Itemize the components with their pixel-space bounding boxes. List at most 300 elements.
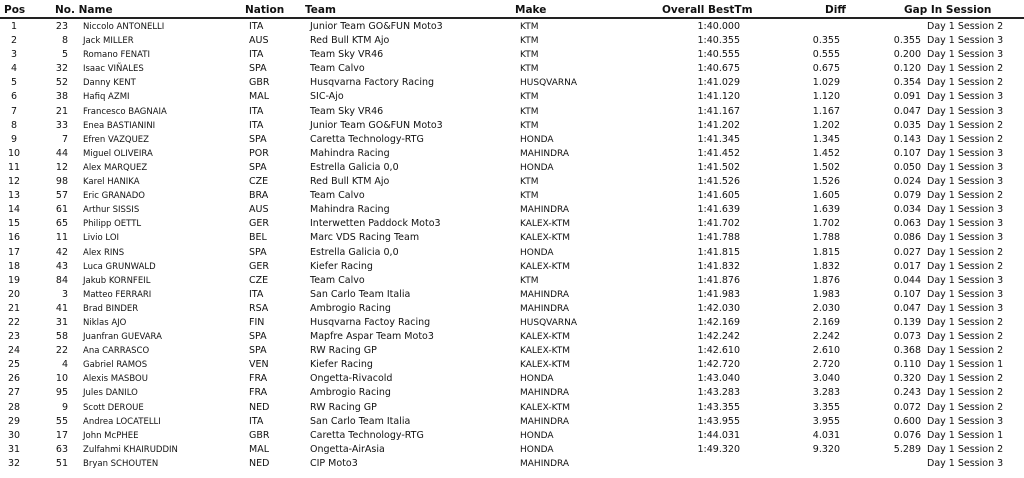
cell-diff: 1.702: [812, 218, 840, 230]
cell-rider-name: Arthur SISSIS: [83, 205, 140, 216]
cell-gap: 0.063: [893, 218, 921, 230]
cell-rider-name: Niccolo ANTONELLI: [83, 22, 165, 32]
cell-best-time: 1:41.983: [697, 288, 740, 300]
table-row: [0, 302, 1024, 316]
cell-nation: ITA: [249, 49, 264, 61]
cell-number: 52: [55, 77, 68, 89]
cell-gap: 0.600: [893, 415, 921, 427]
cell-team: Team Sky VR46: [310, 105, 384, 117]
cell-pos: 21: [7, 302, 21, 314]
header-best: Overall BestTm: [662, 4, 753, 16]
table-row: [0, 48, 1024, 62]
cell-nation: AUS: [249, 35, 269, 47]
cell-team: Husqvarna Factoy Racing: [310, 316, 431, 328]
cell-make: HONDA: [520, 374, 554, 385]
cell-pos: 25: [7, 359, 21, 371]
cell-best-time: 1:41.702: [697, 218, 740, 230]
cell-diff: 1.832: [812, 260, 840, 272]
cell-pos: 12: [7, 176, 21, 188]
cell-nation: ITA: [249, 288, 264, 300]
table-row: [0, 372, 1024, 386]
cell-rider-name: Jack MILLER: [83, 36, 134, 47]
cell-gap: 0.044: [893, 274, 921, 286]
cell-gap: 0.024: [893, 176, 921, 188]
cell-diff: 1.815: [812, 246, 840, 258]
cell-gap: 5.289: [893, 443, 921, 455]
cell-team: Mahindra Racing: [310, 147, 390, 159]
cell-nation: BEL: [249, 232, 267, 244]
cell-team: Kiefer Racing: [310, 260, 373, 272]
cell-team: SIC-Ajo: [310, 91, 344, 103]
cell-nation: SPA: [249, 161, 267, 173]
cell-rider-name: Alex RINS: [83, 247, 125, 258]
cell-diff: 0.555: [812, 49, 840, 61]
cell-session: Day 1 Session 2: [927, 21, 1004, 32]
cell-team: Mapfre Aspar Team Moto3: [310, 331, 434, 343]
cell-rider-name: Enea BASTIANINI: [83, 120, 156, 131]
cell-make: HONDA: [520, 444, 554, 455]
cell-best-time: 1:40.675: [697, 63, 740, 75]
cell-gap: 0.047: [893, 302, 921, 314]
cell-team: Team Calvo: [310, 274, 365, 286]
cell-session: Day 1 Session 2: [927, 190, 1004, 202]
cell-session: Day 1 Session 3: [927, 218, 1004, 230]
table-row: [0, 231, 1024, 245]
cell-best-time: 1:43.283: [697, 387, 740, 399]
cell-make: MAHINDRA: [520, 205, 570, 216]
cell-pos: 32: [7, 457, 21, 469]
cell-diff: 1.202: [812, 119, 840, 131]
table-row: [0, 386, 1024, 400]
cell-gap: 0.200: [893, 49, 921, 61]
cell-pos: 3: [10, 49, 18, 61]
cell-nation: GER: [249, 218, 269, 230]
cell-number: 63: [55, 443, 68, 455]
cell-session: Day 1 Session 1: [927, 429, 1004, 441]
cell-rider-name: Eric GRANADO: [83, 191, 145, 202]
cell-best-time: 1:41.815: [697, 246, 740, 258]
cell-diff: 1.526: [812, 176, 840, 188]
cell-best-time: 1:40.555: [697, 49, 740, 61]
cell-make: HONDA: [520, 430, 554, 441]
cell-number: 38: [55, 91, 68, 103]
cell-session: Day 1 Session 3: [927, 274, 1004, 286]
cell-make: KALEX-KTM: [520, 402, 571, 413]
cell-pos: 22: [7, 316, 21, 328]
cell-best-time: 1:41.832: [697, 260, 740, 272]
cell-diff: 1.345: [812, 133, 840, 145]
cell-team: San Carlo Team Italia: [310, 288, 411, 300]
header-make: Make: [515, 4, 547, 16]
cell-best-time: 1:42.720: [697, 359, 740, 371]
cell-pos: 16: [7, 232, 21, 244]
cell-session: Day 1 Session 2: [927, 373, 1004, 385]
cell-diff: 1.876: [812, 274, 840, 286]
table-row: [0, 443, 1024, 457]
table-row: [0, 175, 1024, 189]
header-team: Team: [305, 4, 336, 16]
cell-nation: ITA: [249, 21, 264, 32]
cell-make: KALEX-KTM: [520, 346, 571, 357]
cell-session: Day 1 Session 3: [927, 49, 1004, 61]
cell-nation: FRA: [249, 373, 268, 385]
cell-rider-name: Jules DANILO: [83, 388, 138, 399]
cell-pos: 28: [7, 401, 21, 413]
cell-number: 57: [55, 190, 68, 202]
cell-session: Day 1 Session 3: [927, 105, 1004, 117]
cell-team: Estrella Galicia 0,0: [310, 161, 399, 173]
cell-best-time: 1:41.202: [697, 119, 740, 131]
header-gap-session: Gap In Session: [904, 4, 992, 16]
cell-rider-name: Francesco BAGNAIA: [83, 106, 167, 117]
cell-number: 17: [55, 429, 68, 441]
cell-session: Day 1 Session 3: [927, 91, 1004, 103]
cell-make: MAHINDRA: [520, 148, 570, 159]
cell-nation: NED: [249, 457, 270, 469]
cell-pos: 26: [7, 373, 21, 385]
cell-gap: 0.355: [893, 35, 921, 47]
table-row: [0, 274, 1024, 288]
cell-make: KTM: [520, 64, 539, 75]
table-row: [0, 20, 1024, 34]
cell-gap: 0.091: [893, 91, 921, 103]
cell-nation: FRA: [249, 387, 268, 399]
cell-team: Interwetten Paddock Moto3: [310, 218, 441, 230]
header-rule: [0, 17, 1024, 19]
cell-team: CIP Moto3: [310, 457, 358, 469]
cell-gap: 0.143: [893, 133, 921, 145]
table-row: [0, 133, 1024, 147]
cell-gap: 0.072: [893, 401, 921, 413]
header-nation: Nation: [245, 4, 285, 16]
cell-gap: 0.079: [893, 190, 921, 202]
cell-best-time: 1:41.502: [697, 161, 740, 173]
cell-nation: GBR: [249, 429, 270, 441]
table-row: [0, 288, 1024, 302]
cell-team: Red Bull KTM Ajo: [310, 35, 390, 47]
cell-session: Day 1 Session 3: [927, 302, 1004, 314]
cell-make: KALEX-KTM: [520, 261, 571, 272]
cell-number: 32: [55, 63, 68, 75]
cell-gap: 0.320: [893, 373, 921, 385]
cell-nation: NED: [249, 401, 270, 413]
cell-gap: 0.034: [893, 204, 921, 216]
cell-nation: FIN: [249, 316, 265, 328]
cell-make: HONDA: [520, 247, 554, 258]
cell-diff: 2.720: [812, 359, 840, 371]
cell-gap: 0.139: [893, 316, 921, 328]
cell-make: KTM: [520, 191, 539, 202]
cell-nation: ITA: [249, 119, 264, 131]
cell-nation: CZE: [249, 176, 269, 188]
table-row: [0, 161, 1024, 175]
header-diff: Diff: [825, 4, 846, 16]
cell-number: 7: [61, 133, 68, 145]
cell-number: 31: [55, 316, 68, 328]
cell-rider-name: Alex MARQUEZ: [83, 162, 148, 173]
table-row: [0, 330, 1024, 344]
cell-pos: 8: [10, 119, 18, 131]
cell-session: Day 1 Session 3: [927, 204, 1004, 216]
cell-nation: RSA: [249, 302, 269, 314]
table-row: [0, 34, 1024, 48]
cell-pos: 14: [7, 204, 21, 216]
cell-pos: 23: [7, 331, 21, 343]
cell-number: 23: [55, 21, 68, 32]
cell-session: Day 1 Session 2: [927, 63, 1004, 75]
cell-pos: 31: [7, 443, 21, 455]
cell-diff: 3.355: [812, 401, 840, 413]
cell-number: 42: [55, 246, 68, 258]
cell-make: KALEX-KTM: [520, 360, 571, 371]
cell-nation: ITA: [249, 415, 264, 427]
cell-session: Day 1 Session 3: [927, 147, 1004, 159]
cell-session: Day 1 Session 1: [927, 359, 1004, 371]
cell-team: Junior Team GO&FUN Moto3: [310, 119, 443, 131]
cell-make: MAHINDRA: [520, 458, 570, 469]
cell-best-time: 1:41.605: [697, 190, 740, 202]
cell-team: Estrella Galicia 0,0: [310, 246, 399, 258]
cell-rider-name: John McPHEE: [83, 430, 139, 441]
cell-session: Day 1 Session 3: [927, 35, 1004, 47]
cell-gap: 0.120: [893, 63, 921, 75]
cell-rider-name: Niklas AJO: [83, 317, 127, 328]
cell-best-time: 1:43.955: [697, 415, 740, 427]
cell-number: 12: [55, 161, 68, 173]
cell-team: Marc VDS Racing Team: [310, 232, 420, 244]
cell-team: Ambrogio Racing: [310, 387, 391, 399]
cell-diff: 2.169: [812, 316, 840, 328]
cell-gap: 0.050: [893, 161, 921, 173]
cell-session: Day 1 Session 3: [927, 161, 1004, 173]
cell-session: Day 1 Session 2: [927, 345, 1004, 357]
cell-session: Day 1 Session 2: [927, 133, 1004, 145]
cell-diff: 3.040: [812, 373, 840, 385]
cell-rider-name: Luca GRUNWALD: [83, 261, 156, 272]
cell-number: 9: [61, 401, 68, 413]
cell-best-time: 1:42.610: [697, 345, 740, 357]
cell-rider-name: Jakub KORNFEIL: [83, 275, 151, 286]
table-row: [0, 316, 1024, 330]
cell-diff: 2.030: [812, 302, 840, 314]
table-row: [0, 147, 1024, 161]
cell-rider-name: Scott DEROUE: [83, 402, 144, 413]
cell-make: KALEX-KTM: [520, 332, 571, 343]
cell-best-time: 1:40.000: [697, 21, 740, 32]
cell-number: 58: [55, 331, 68, 343]
cell-team: Caretta Technology-RTG: [310, 429, 424, 441]
cell-make: MAHINDRA: [520, 416, 570, 427]
cell-nation: VEN: [249, 359, 269, 371]
table-row: [0, 457, 1024, 471]
cell-rider-name: Philipp OETTL: [83, 219, 142, 230]
cell-session: Day 1 Session 3: [927, 232, 1004, 244]
cell-pos: 15: [7, 218, 21, 230]
cell-make: KALEX-KTM: [520, 233, 571, 244]
cell-diff: 0.675: [812, 63, 840, 75]
cell-pos: 7: [10, 105, 18, 117]
cell-best-time: 1:42.169: [697, 316, 740, 328]
cell-pos: 17: [7, 246, 21, 258]
cell-diff: 1.639: [812, 204, 840, 216]
cell-make: MAHINDRA: [520, 303, 570, 314]
cell-gap: 0.107: [893, 288, 921, 300]
cell-session: Day 1 Session 2: [927, 387, 1004, 399]
cell-pos: 30: [7, 429, 21, 441]
table-row: [0, 62, 1024, 76]
cell-number: 11: [55, 232, 68, 244]
cell-rider-name: Hafiq AZMI: [83, 92, 130, 103]
cell-best-time: 1:41.452: [697, 147, 740, 159]
cell-best-time: 1:41.639: [697, 204, 740, 216]
cell-number: 44: [55, 147, 68, 159]
cell-team: Mahindra Racing: [310, 204, 390, 216]
cell-session: Day 1 Session 3: [927, 288, 1004, 300]
cell-make: KTM: [520, 22, 539, 32]
cell-make: KTM: [520, 92, 539, 103]
cell-session: Day 1 Session 3: [927, 457, 1004, 469]
cell-rider-name: Matteo FERRARI: [83, 289, 152, 300]
cell-nation: MAL: [249, 443, 269, 455]
cell-team: Red Bull KTM Ajo: [310, 176, 390, 188]
cell-nation: GER: [249, 260, 269, 272]
cell-make: KTM: [520, 50, 539, 61]
cell-best-time: 1:41.345: [697, 133, 740, 145]
cell-number: 33: [55, 119, 68, 131]
cell-make: KALEX-KTM: [520, 219, 571, 230]
cell-pos: 18: [7, 260, 21, 272]
table-row: [0, 415, 1024, 429]
cell-team: RW Racing GP: [310, 345, 377, 357]
cell-number: 84: [55, 274, 68, 286]
cell-diff: 1.605: [812, 190, 840, 202]
cell-best-time: 1:41.788: [697, 232, 740, 244]
table-row: [0, 260, 1024, 274]
cell-rider-name: Karel HANIKA: [83, 177, 140, 188]
header-pos: Pos: [4, 4, 26, 16]
cell-make: HONDA: [520, 162, 554, 173]
cell-nation: BRA: [249, 190, 269, 202]
cell-number: 41: [55, 302, 68, 314]
cell-number: 95: [55, 387, 68, 399]
cell-team: San Carlo Team Italia: [310, 415, 411, 427]
cell-nation: CZE: [249, 274, 269, 286]
cell-pos: 29: [7, 415, 21, 427]
table-row: [0, 76, 1024, 90]
cell-pos: 20: [7, 288, 21, 300]
cell-gap: 0.354: [893, 77, 921, 89]
cell-team: Kiefer Racing: [310, 359, 373, 371]
cell-pos: 6: [10, 91, 18, 103]
cell-team: Team Calvo: [310, 63, 365, 75]
cell-best-time: 1:41.029: [697, 77, 740, 89]
header-no-name: No. Name: [55, 4, 113, 16]
cell-rider-name: Efren VAZQUEZ: [83, 134, 150, 145]
cell-pos: 2: [10, 35, 18, 47]
cell-gap: 0.243: [893, 387, 921, 399]
cell-rider-name: Brad BINDER: [83, 303, 139, 314]
cell-session: Day 1 Session 2: [927, 316, 1004, 328]
cell-session: Day 1 Session 2: [927, 260, 1004, 272]
table-row: [0, 119, 1024, 133]
cell-rider-name: Andrea LOCATELLI: [83, 416, 161, 427]
cell-rider-name: Juanfran GUEVARA: [83, 332, 162, 343]
cell-make: MAHINDRA: [520, 289, 570, 300]
cell-best-time: 1:42.030: [697, 302, 740, 314]
cell-team: RW Racing GP: [310, 401, 377, 413]
cell-gap: 0.035: [893, 119, 921, 131]
cell-rider-name: Miguel OLIVEIRA: [83, 148, 153, 159]
table-row: [0, 217, 1024, 231]
cell-number: 21: [55, 105, 68, 117]
cell-nation: GBR: [249, 77, 270, 89]
table-row: [0, 358, 1024, 372]
table-row: [0, 429, 1024, 443]
cell-make: KTM: [520, 36, 539, 47]
cell-team: Caretta Technology-RTG: [310, 133, 424, 145]
cell-pos: 9: [10, 133, 18, 145]
cell-number: 5: [61, 49, 68, 61]
cell-number: 3: [61, 288, 68, 300]
cell-nation: SPA: [249, 345, 267, 357]
cell-best-time: 1:41.876: [697, 274, 740, 286]
cell-rider-name: Bryan SCHOUTEN: [83, 458, 159, 469]
cell-diff: 3.283: [812, 387, 840, 399]
cell-gap: 0.073: [893, 331, 921, 343]
cell-team: Team Sky VR46: [310, 49, 384, 61]
cell-number: 98: [55, 176, 68, 188]
cell-nation: MAL: [249, 91, 269, 103]
cell-best-time: 1:41.167: [697, 105, 740, 117]
cell-team: Team Calvo: [310, 190, 365, 202]
cell-nation: SPA: [249, 246, 267, 258]
cell-diff: 0.355: [812, 35, 840, 47]
cell-rider-name: Danny KENT: [83, 78, 136, 89]
cell-number: 55: [55, 415, 68, 427]
cell-nation: SPA: [249, 63, 267, 75]
cell-session: Day 1 Session 2: [927, 401, 1004, 413]
table-row: [0, 246, 1024, 260]
cell-session: Day 1 Session 3: [927, 176, 1004, 188]
cell-gap: 0.368: [893, 345, 921, 357]
cell-diff: 9.320: [812, 443, 840, 455]
table-row: [0, 344, 1024, 358]
cell-make: HUSQVARNA: [520, 317, 578, 328]
cell-rider-name: Zulfahmi KHAIRUDDIN: [83, 444, 178, 455]
cell-best-time: 1:42.242: [697, 331, 740, 343]
cell-number: 61: [55, 204, 68, 216]
cell-nation: SPA: [249, 133, 267, 145]
cell-best-time: 1:40.355: [697, 35, 740, 47]
cell-make: KTM: [520, 106, 539, 117]
table-header: [0, 4, 1024, 18]
cell-diff: 1.167: [812, 105, 840, 117]
cell-diff: 4.031: [812, 429, 840, 441]
cell-pos: 24: [7, 345, 21, 357]
cell-diff: 1.788: [812, 232, 840, 244]
cell-gap: 0.086: [893, 232, 921, 244]
cell-team: Ambrogio Racing: [310, 302, 391, 314]
cell-diff: 1.502: [812, 161, 840, 173]
cell-pos: 4: [10, 63, 18, 75]
cell-gap: 0.107: [893, 147, 921, 159]
cell-pos: 19: [7, 274, 21, 286]
cell-diff: 1.452: [812, 147, 840, 159]
cell-make: KTM: [520, 120, 539, 131]
cell-number: 22: [55, 345, 68, 357]
cell-gap: 0.110: [893, 359, 921, 371]
cell-nation: AUS: [249, 204, 269, 216]
